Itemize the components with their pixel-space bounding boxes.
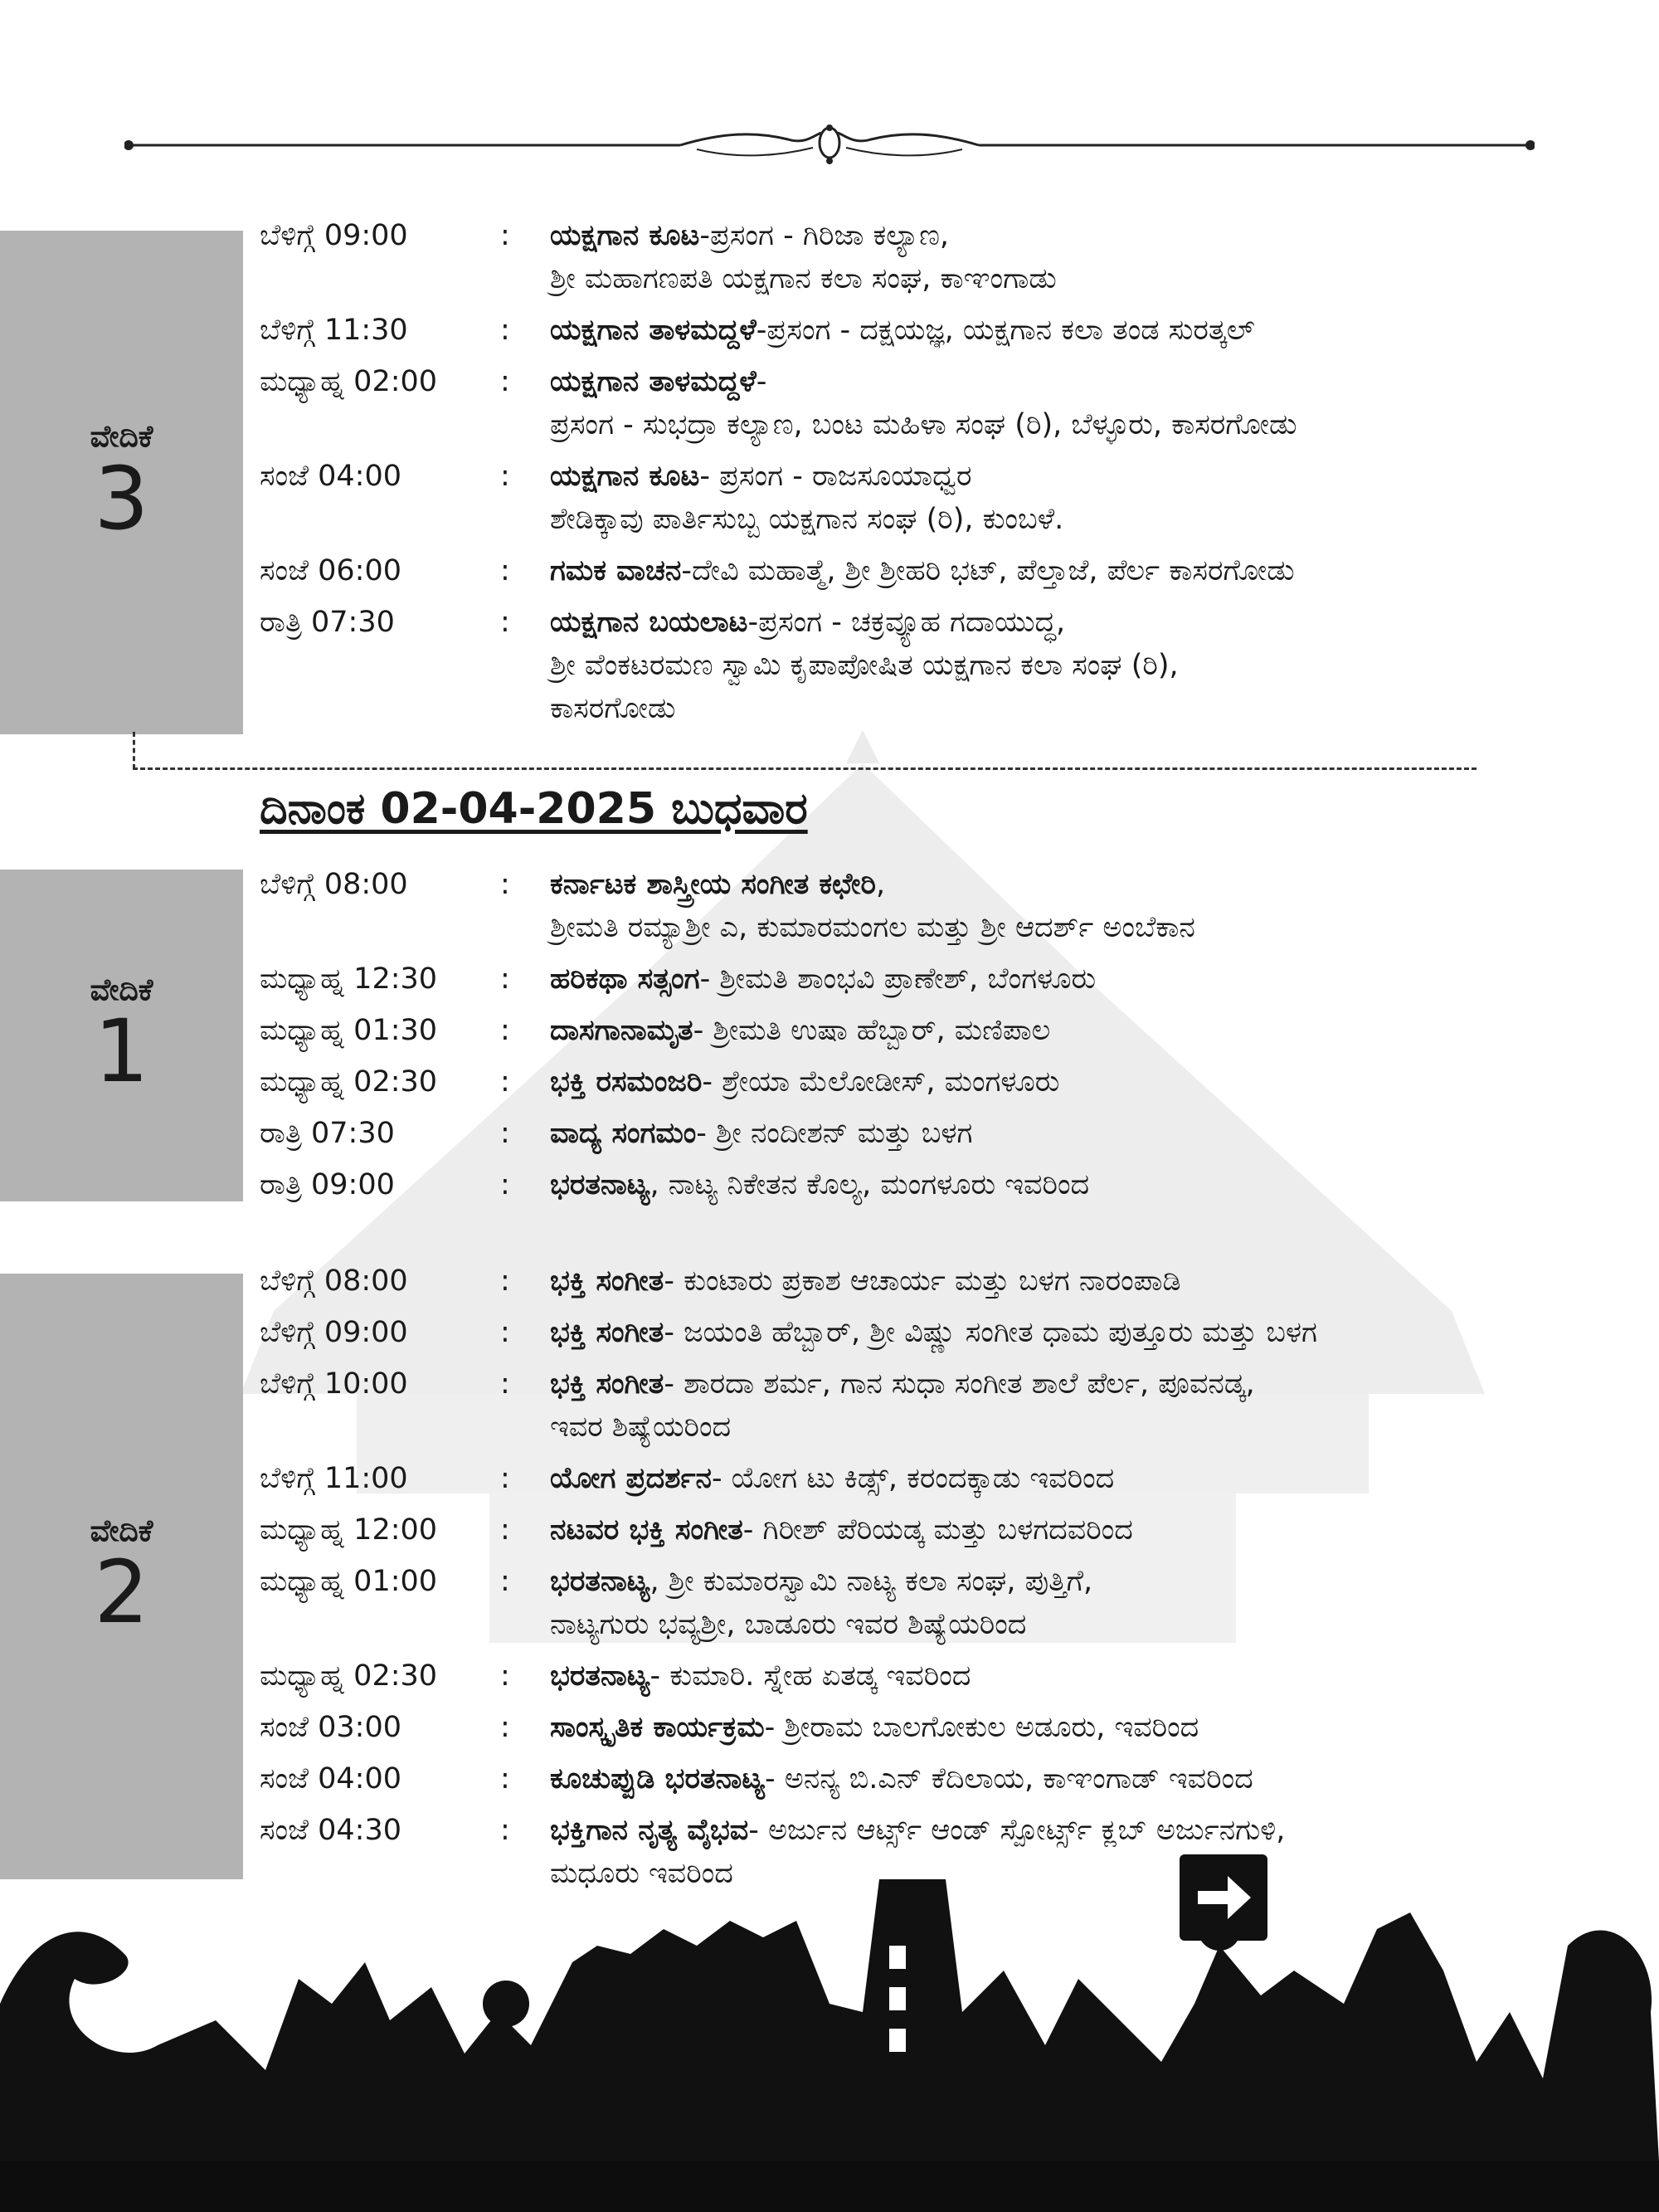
- performers-silhouette-banner: [0, 1879, 1659, 2161]
- event-title: ಯಕ್ಷಗಾನ ತಾಳಮದ್ದಳೆ: [550, 314, 757, 347]
- stage-number: 2: [94, 1542, 149, 1644]
- event-title: ಗಮಕ ವಾಚನ: [550, 554, 682, 587]
- event-title: ವಾದ್ಯ ಸಂಗಮಂ: [550, 1117, 697, 1150]
- schedule-row: [260, 1259, 1637, 1303]
- event-details: [550, 1060, 1637, 1104]
- schedule-row: [260, 1362, 1637, 1449]
- event-time: ಸಂಜೆ 04:00: [260, 1762, 401, 1795]
- stage-2-label: [0, 1274, 243, 1879]
- event-title: ಕೂಚುಪ್ಪುಡಿ ಭರತನಾಟ್ಯ: [550, 1762, 766, 1795]
- separator-colon: :: [500, 1117, 510, 1150]
- separator-colon: :: [500, 460, 510, 493]
- event-description: -ಪ್ರಸಂಗ - ಚಕ್ರವ್ಯೂಹ ಗದಾಯುದ್ಧ,: [747, 606, 1066, 639]
- event-details: [550, 309, 1637, 352]
- event-details: [550, 1706, 1637, 1749]
- dashed-connector: [133, 732, 135, 769]
- event-title: ಭಕ್ತಿಗಾನ ನೃತ್ಯ ವೈಭವ: [550, 1814, 749, 1847]
- stage-2-schedule: [260, 1259, 1637, 1903]
- stage-word: ವೇದಿಕೆ: [90, 1513, 153, 1548]
- event-time: ಸಂಜೆ 04:30: [260, 1814, 401, 1847]
- event-description: -ದೇವಿ ಮಹಾತ್ಮೆ, ಶ್ರೀ ಶ್ರೀಹರಿ ಭಟ್, ಪೆಲ್ತಾಜೆ, ಪೆರ್ಲ ಕಾಸರಗೋಡು: [681, 554, 1295, 587]
- event-description: - ಶ್ರೀ ನಂದೀಶನ್ ಮತ್ತು ಬಳಗ: [696, 1117, 973, 1150]
- event-title: ಯಕ್ಷಗಾನ ಕೂಟ: [550, 219, 700, 252]
- event-line: [550, 1508, 1637, 1552]
- event-details: [550, 1112, 1637, 1155]
- event-time: ಬೆಳಿಗ್ಗೆ 09:00: [260, 1316, 408, 1349]
- event-line: [550, 1809, 1637, 1852]
- event-time: ಬೆಳಿಗ್ಗೆ 11:00: [260, 1462, 408, 1495]
- event-title: ಭಕ್ತಿ ರಸಮಂಜರಿ: [550, 1065, 703, 1099]
- event-line: [550, 1009, 1637, 1052]
- event-description: - ಪ್ರಸಂಗ - ರಾಜಸೂಯಾಧ್ವರ: [699, 460, 972, 493]
- event-title: ಭರತನಾಟ್ಯ: [550, 1565, 650, 1598]
- event-line: [550, 601, 1637, 644]
- stage-1-schedule: [260, 863, 1637, 1215]
- event-description: - ಜಯಂತಿ ಹೆಬ್ಬಾರ್, ಶ್ರೀ ವಿಷ್ಣು ಸಂಗೀತ ಧಾಮ ಪುತ್ತೂರು ಮತ್ತು ಬಳಗ: [664, 1316, 1317, 1349]
- event-description: - ಕುಂಟಾರು ಪ್ರಕಾಶ ಆಚಾರ್ಯ ಮತ್ತು ಬಳಗ ನಾರಂಪಾಡಿ: [664, 1264, 1181, 1298]
- stage-3-label: [0, 231, 243, 734]
- schedule-row: [260, 1112, 1637, 1155]
- separator-colon: :: [500, 314, 510, 347]
- schedule-row: [260, 1508, 1637, 1552]
- event-line: [550, 1362, 1637, 1406]
- separator-colon: :: [500, 1659, 510, 1693]
- event-details: [550, 214, 1637, 300]
- event-title: ಭರತನಾಟ್ಯ: [550, 1168, 650, 1201]
- event-title: ಯಕ್ಷಗಾನ ಕೂಟ: [550, 460, 700, 493]
- event-description-continued: ಇವರ ಶಿಷ್ಯೆಯರಿಂದ: [550, 1411, 732, 1444]
- event-description-continued: ಕಾಸರಗೋಡು: [550, 692, 676, 725]
- event-details: [550, 1457, 1637, 1500]
- event-time: ಸಂಜೆ 04:00: [260, 460, 401, 493]
- schedule-row: [260, 957, 1637, 1001]
- schedule-row: [260, 1654, 1637, 1698]
- event-line: [550, 1163, 1637, 1206]
- event-description: -: [756, 365, 767, 398]
- next-page-button[interactable]: [1180, 1854, 1267, 1941]
- separator-colon: :: [500, 219, 510, 252]
- event-description-continued: ನಾಟ್ಯಗುರು ಭವ್ಯಶ್ರೀ, ಬಾಡೂರು ಇವರ ಶಿಷ್ಯೆಯರಿಂದ: [550, 1608, 1027, 1641]
- separator-colon: :: [500, 1513, 510, 1547]
- event-details: [550, 1009, 1637, 1052]
- dashed-separator: [133, 767, 1477, 770]
- event-line: [550, 1259, 1637, 1303]
- event-line: [550, 1457, 1637, 1500]
- separator-colon: :: [500, 1367, 510, 1401]
- event-details: [550, 360, 1637, 446]
- event-details: [550, 1259, 1637, 1303]
- separator-colon: :: [500, 868, 510, 901]
- event-description-continued: ಪ್ರಸಂಗ - ಸುಭದ್ರಾ ಕಲ್ಯಾಣ, ಬಂಟ ಮಹಿಳಾ ಸಂಘ (ರಿ), ಬೆಳ್ಳೂರು, ಕಾಸರಗೋಡು: [550, 408, 1297, 441]
- event-description: - ಅರ್ಜುನ ಆರ್ಟ್ಸ್ ಆಂಡ್ ಸ್ಪೋರ್ಟ್ಸ್ ಕ್ಲಬ್ ಅರ್ಜುನಗುಳಿ,: [748, 1814, 1286, 1847]
- separator-colon: :: [500, 1565, 510, 1598]
- separator-colon: :: [500, 1762, 510, 1795]
- event-time: ಮಧ್ಯಾಹ್ನ 12:30: [260, 962, 438, 996]
- event-line: [550, 1311, 1637, 1354]
- stage-number: 1: [94, 1001, 149, 1103]
- separator-colon: :: [500, 1462, 510, 1495]
- separator-colon: :: [500, 1014, 510, 1047]
- event-line: [550, 309, 1637, 352]
- event-description-continued: ಶೇಡಿಕ್ಕಾವು ಪಾರ್ತಿಸುಬ್ಬ ಯಕ್ಷಗಾನ ಸಂಘ (ರಿ), ಕುಂಬಳೆ.: [550, 503, 1064, 536]
- event-time: ಸಂಜೆ 06:00: [260, 554, 401, 587]
- schedule-row: [260, 309, 1637, 352]
- event-title: ಹರಿಕಥಾ ಸತ್ಸಂಗ: [550, 962, 700, 996]
- stage-3-schedule: [260, 214, 1637, 738]
- stage-number: 3: [94, 447, 149, 549]
- event-time: ಮಧ್ಯಾಹ್ನ 01:30: [260, 1014, 438, 1047]
- separator-colon: :: [500, 1065, 510, 1099]
- event-title: ಭಕ್ತಿ ಸಂಗೀತ: [550, 1367, 664, 1401]
- event-description: , ಶ್ರೀ ಕುಮಾರಸ್ವಾಮಿ ನಾಟ್ಯ ಕಲಾ ಸಂಘ, ಪುತ್ತಿಗೆ,: [649, 1565, 1093, 1598]
- event-description: , ನಾಟ್ಯ ನಿಕೇತನ ಕೊಲ್ಯ, ಮಂಗಳೂರು ಇವರಿಂದ: [649, 1168, 1090, 1201]
- event-line: [550, 214, 1637, 257]
- event-details: [550, 1757, 1637, 1800]
- separator-colon: :: [500, 365, 510, 398]
- separator-colon: :: [500, 1316, 510, 1349]
- event-description: - ಶ್ರೀಮತಿ ಶಾಂಭವಿ ಪ್ರಾಣೇಶ್, ಬೆಂಗಳೂರು: [699, 962, 1097, 996]
- arrow-right-icon: [1180, 1854, 1267, 1941]
- event-description-continued: ಶ್ರೀ ವೆಂಕಟರಮಣ ಸ್ವಾಮಿ ಕೃಪಾಪೋಷಿತ ಯಕ್ಷಗಾನ ಕಲಾ ಸಂಘ (ರಿ),: [550, 649, 1179, 682]
- event-details: [550, 1362, 1637, 1449]
- event-description-continued: ಶ್ರೀಮತಿ ರಮ್ಯಾಶ್ರೀ ಎ, ಕುಮಾರಮಂಗಲ ಮತ್ತು ಶ್ರೀ ಆದರ್ಶ್ ಅಂಬೆಕಾನ: [550, 911, 1195, 944]
- event-details: [550, 1163, 1637, 1206]
- event-title: ಕರ್ನಾಟಕ ಶಾಸ್ತ್ರೀಯ ಸಂಗೀತ ಕಛೇರಿ: [550, 868, 876, 901]
- event-description: - ಶಾರದಾ ಶರ್ಮ, ಗಾನ ಸುಧಾ ಸಂಗೀತ ಶಾಲೆ ಪೆರ್ಲ, ಪೂವನಡ್ಕ,: [664, 1367, 1255, 1401]
- separator-colon: :: [500, 554, 510, 587]
- event-time: ರಾತ್ರಿ 09:00: [260, 1168, 395, 1201]
- event-time: ಬೆಳಿಗ್ಗೆ 09:00: [260, 219, 408, 252]
- event-time: ಮಧ್ಯಾಹ್ನ 02:30: [260, 1659, 438, 1693]
- event-details: [550, 863, 1637, 949]
- event-line: [550, 455, 1637, 498]
- event-line: [550, 1654, 1637, 1698]
- ornamental-divider-icon: [124, 124, 1535, 166]
- event-details: [550, 601, 1637, 730]
- event-title: ಯಕ್ಷಗಾನ ಬಯಲಾಟ: [550, 606, 748, 639]
- event-description: -ಪ್ರಸಂಗ - ಗಿರಿಜಾ ಕಲ್ಯಾಣ,: [699, 219, 950, 252]
- date-heading: ದಿನಾಂಕ 02-04-2025 ಬುಧವಾರ: [260, 784, 808, 834]
- separator-colon: :: [500, 1711, 510, 1744]
- event-title: ನಟವರ ಭಕ್ತಿ ಸಂಗೀತ: [550, 1513, 743, 1547]
- separator-colon: :: [500, 606, 510, 639]
- event-title: ಭಕ್ತಿ ಸಂಗೀತ: [550, 1264, 664, 1298]
- event-details: [550, 957, 1637, 1001]
- event-time: ಬೆಳಿಗ್ಗೆ 08:00: [260, 868, 408, 901]
- event-description: - ಅನನ್ಯ ಬಿ.ಎನ್ ಕೆದಿಲಾಯ, ಕಾಞಂಗಾಡ್ ಇವರಿಂದ: [765, 1762, 1253, 1795]
- footer-band: [0, 2161, 1659, 2212]
- event-description: ,: [876, 868, 886, 901]
- event-time: ಬೆಳಿಗ್ಗೆ 10:00: [260, 1367, 408, 1401]
- event-description: -ಪ್ರಸಂಗ - ದಕ್ಷಯಜ್ಞ, ಯಕ್ಷಗಾನ ಕಲಾ ತಂಡ ಸುರತ್ಕಲ್: [756, 314, 1255, 347]
- event-description: - ಯೋಗ ಟು ಕಿಡ್ಸ್, ಕರಂದಕ್ಕಾಡು ಇವರಿಂದ: [712, 1462, 1115, 1495]
- stage-word: ವೇದಿಕೆ: [90, 972, 153, 1007]
- event-time: ಮಧ್ಯಾಹ್ನ 02:30: [260, 1065, 438, 1099]
- event-title: ದಾಸಗಾನಾಮೃತ: [550, 1014, 693, 1047]
- event-description: - ಶ್ರೀಮತಿ ಉಷಾ ಹೆಬ್ಬಾರ್, ಮಣಿಪಾಲ: [693, 1014, 1051, 1047]
- separator-colon: :: [500, 1264, 510, 1298]
- schedule-row: [260, 1311, 1637, 1354]
- event-title: ಸಾಂಸ್ಕೃತಿಕ ಕಾರ್ಯಕ್ರಮ: [550, 1711, 765, 1744]
- event-description-continued: ಶ್ರೀ ಮಹಾಗಣಪತಿ ಯಕ್ಷಗಾನ ಕಲಾ ಸಂಘ, ಕಾಞಂಗಾಡು: [550, 262, 1057, 295]
- schedule-row: [260, 214, 1637, 300]
- event-title: ಯೋಗ ಪ್ರದರ್ಶನ: [550, 1462, 712, 1495]
- schedule-row: [260, 1706, 1637, 1749]
- separator-colon: :: [500, 1814, 510, 1847]
- stage-1-label: [0, 870, 243, 1201]
- event-line: [550, 1560, 1637, 1603]
- event-title: ಭಕ್ತಿ ಸಂಗೀತ: [550, 1316, 664, 1349]
- schedule-row: [260, 863, 1637, 949]
- schedule-row: [260, 549, 1637, 592]
- event-time: ರಾತ್ರಿ 07:30: [260, 1117, 395, 1150]
- event-line: [550, 957, 1637, 1001]
- stage-word: ವೇದಿಕೆ: [90, 420, 153, 455]
- event-description-continued: ಮಧೂರು ಇವರಿಂದ: [550, 1857, 733, 1890]
- separator-colon: :: [500, 1168, 510, 1201]
- event-description: - ಶ್ರೇಯಾ ಮೆಲೋಡೀಸ್, ಮಂಗಳೂರು: [702, 1065, 1060, 1099]
- schedule-row: [260, 455, 1637, 541]
- schedule-row: [260, 1163, 1637, 1206]
- event-title: ಯಕ್ಷಗಾನ ತಾಳಮದ್ದಳೆ: [550, 365, 757, 398]
- event-details: [550, 455, 1637, 541]
- event-details: [550, 549, 1637, 592]
- event-description: - ಗಿರೀಶ್ ಪೆರಿಯಡ್ಕ ಮತ್ತು ಬಳಗದವರಿಂದ: [742, 1513, 1133, 1547]
- schedule-row: [260, 1060, 1637, 1104]
- event-line: [550, 360, 1637, 403]
- event-line: [550, 1757, 1637, 1800]
- event-description: - ಕುಮಾರಿ. ಸ್ನೇಹ ಏತಡ್ಕ ಇವರಿಂದ: [649, 1659, 971, 1693]
- event-title: ಭರತನಾಟ್ಯ: [550, 1659, 650, 1693]
- schedule-row: [260, 360, 1637, 446]
- event-line: [550, 549, 1637, 592]
- schedule-row: [260, 601, 1637, 730]
- event-description: - ಶ್ರೀರಾಮ ಬಾಲಗೋಕುಲ ಅಡೂರು, ಇವರಿಂದ: [764, 1711, 1199, 1744]
- event-time: ಬೆಳಿಗ್ಗೆ 08:00: [260, 1264, 408, 1298]
- event-time: ಸಂಜೆ 03:00: [260, 1711, 401, 1744]
- schedule-row: [260, 1457, 1637, 1500]
- event-time: ಮಧ್ಯಾಹ್ನ 02:00: [260, 365, 438, 398]
- event-line: [550, 1060, 1637, 1104]
- event-time: ಮಧ್ಯಾಹ್ನ 12:00: [260, 1513, 438, 1547]
- schedule-row: [260, 1757, 1637, 1800]
- event-line: [550, 1706, 1637, 1749]
- event-line: [550, 1112, 1637, 1155]
- event-line: [550, 863, 1637, 906]
- separator-colon: :: [500, 962, 510, 996]
- event-time: ಮಧ್ಯಾಹ್ನ 01:00: [260, 1565, 438, 1598]
- event-details: [550, 1311, 1637, 1354]
- event-time: ಬೆಳಿಗ್ಗೆ 11:30: [260, 314, 408, 347]
- schedule-row: [260, 1560, 1637, 1646]
- schedule-row: [260, 1009, 1637, 1052]
- event-time: ರಾತ್ರಿ 07:30: [260, 606, 395, 639]
- event-details: [550, 1654, 1637, 1698]
- event-details: [550, 1508, 1637, 1552]
- event-details: [550, 1560, 1637, 1646]
